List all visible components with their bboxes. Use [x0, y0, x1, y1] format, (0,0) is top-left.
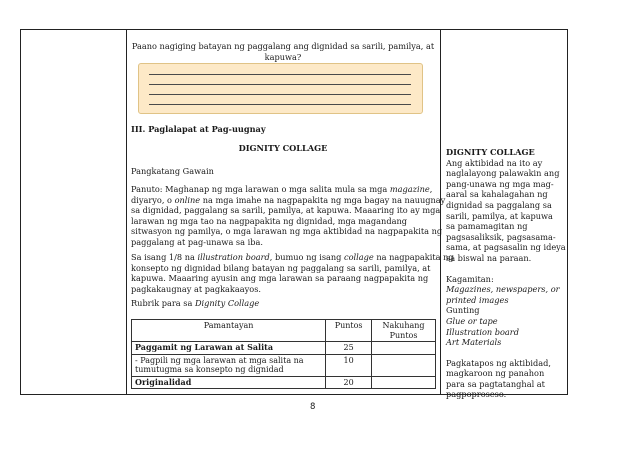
rubric-points: 10	[326, 354, 372, 376]
rubric-earned[interactable]	[372, 342, 436, 355]
question-line-1: Paano nagiging batayan ng paggalang ang dignidad sa sarili, pamilya, at	[131, 41, 435, 51]
sidebar-line: sarili, pamilya, at kapuwa	[446, 210, 553, 221]
instruction-line: sa dignidad, paggalang sa sarili, pamilya, at kapuwa. Maaaring ito ay mga	[131, 205, 441, 216]
material-item: Art Materials	[446, 337, 502, 348]
rubric-points: 25	[326, 342, 372, 355]
rubric-row	[132, 354, 436, 376]
sidebar-desc	[446, 158, 566, 264]
sidebar-line: Ang aktibidad na ito ay	[446, 157, 543, 168]
sidebar-line: Pagkatapos ng aktibidad,	[446, 357, 551, 368]
rubric-label	[131, 298, 259, 309]
sidebar-closing	[446, 358, 566, 400]
instruction-italic: online	[174, 194, 201, 205]
question-line-2: kapuwa?	[264, 51, 302, 62]
rubric-row	[132, 376, 436, 389]
material-item: Glue or tape	[446, 315, 498, 326]
instruction-text: na nagpapakita ng	[373, 252, 454, 262]
column-divider-left	[126, 29, 127, 395]
activity-title: DIGNITY COLLAGE	[238, 143, 328, 153]
sidebar-line: sa biswal na paraan.	[446, 252, 532, 263]
material-item: Magazines, newspapers, or	[446, 284, 560, 295]
materials-label: Kagamitan:	[446, 273, 494, 284]
instruction-text: ,	[429, 184, 433, 194]
group-label: Pangkatang Gawain	[131, 166, 214, 176]
instructions-paragraph-2	[131, 252, 454, 294]
instruction-line: larawan ng mga tao na nagpapakita ng dignidad, mga magandang	[131, 215, 407, 226]
sidebar-line: naglalayong palawakin ang	[446, 168, 560, 179]
instruction-italic: magazine	[389, 184, 430, 194]
rubric-table	[131, 319, 436, 389]
sidebar-line: sa pamamagitan ng	[446, 221, 528, 232]
answer-line	[149, 94, 411, 95]
rubric-row	[132, 342, 436, 355]
instruction-italic: illustration board	[197, 252, 270, 262]
instructions-paragraph-1	[131, 184, 445, 248]
sidebar-line: pagpoproseso.	[446, 389, 507, 400]
instruction-line	[131, 184, 445, 195]
instruction-line	[131, 195, 445, 206]
material-item: Gunting	[446, 305, 480, 316]
sidebar-title: DIGNITY COLLAGE	[446, 147, 535, 157]
sidebar-line: magkaroon ng panahon	[446, 368, 545, 379]
rubric-header-criterion: Pamantayan	[132, 320, 326, 342]
sidebar-line: aaral sa kahalagahan ng	[446, 189, 548, 200]
instruction-italic: collage	[344, 252, 374, 262]
instruction-text: Sa isang 1/8 na	[131, 252, 198, 262]
rubric-earned[interactable]	[372, 376, 436, 389]
instruction-line: kapuwa. Maaaring ayusin ang mga larawan sa paraang nagpapakita ng	[131, 273, 429, 284]
instruction-line: pagkakaugnay at pagkakaayos.	[131, 283, 262, 294]
instruction-text: Panuto: Maghanap ng mga larawan o mga salita mula sa mga	[131, 184, 390, 194]
rubric-header-earned: Nakuhang Puntos	[372, 320, 436, 342]
instruction-line: paggalang at pag-unawa sa iba.	[131, 236, 263, 247]
instruction-text: na mga imahe na nagpapakita ng mga bagay na nauugnay	[200, 194, 446, 205]
rubric-criterion: - Pagpili ng mga larawan at mga salita na tumutugma sa konsepto ng dignidad	[132, 354, 326, 376]
section-title: III. Paglalapat at Pag-uugnay	[131, 124, 266, 134]
sidebar-line: sama, at pagsasalin ng ideya	[446, 242, 566, 253]
sidebar-line: para sa pagtatanghal at	[446, 378, 545, 389]
rubric-criterion: Paggamit ng Larawan at Salita	[132, 342, 326, 355]
answer-line	[149, 84, 411, 85]
sidebar-line: pang-unawa ng mga mag-	[446, 178, 554, 189]
rubric-earned[interactable]	[372, 354, 436, 376]
reflection-question	[126, 41, 440, 62]
answer-box[interactable]	[138, 63, 423, 114]
sidebar-line: dignidad sa paggalang sa	[446, 199, 552, 210]
instruction-line: sitwasyon ng pamilya, o mga larawan ng mga aktibidad na nagpapakita ng	[131, 226, 443, 237]
instruction-text: diyaryo, o	[131, 194, 175, 205]
instruction-line	[131, 252, 454, 263]
page-number: 8	[310, 402, 316, 412]
rubric-header-points: Puntos	[326, 320, 372, 342]
answer-line	[149, 74, 411, 75]
rubric-criterion: Originalidad	[132, 376, 326, 389]
instruction-line: konsepto ng dignidad bilang batayan ng paggalang sa sarili, pamilya, at	[131, 262, 431, 273]
teacher-notes	[446, 147, 566, 400]
material-item: Illustration board	[446, 326, 519, 337]
rubric-header-row	[132, 320, 436, 342]
material-item: printed images	[446, 294, 509, 305]
rubric-label-text: Rubrik para sa	[131, 298, 195, 308]
rubric-points: 20	[326, 376, 372, 389]
sidebar-line: pagsasaliksik, pagsasama-	[446, 231, 556, 242]
instruction-text: , bumuo ng isang	[269, 252, 345, 262]
rubric-label-italic: Dignity Collage	[194, 298, 260, 308]
answer-line	[149, 104, 411, 105]
